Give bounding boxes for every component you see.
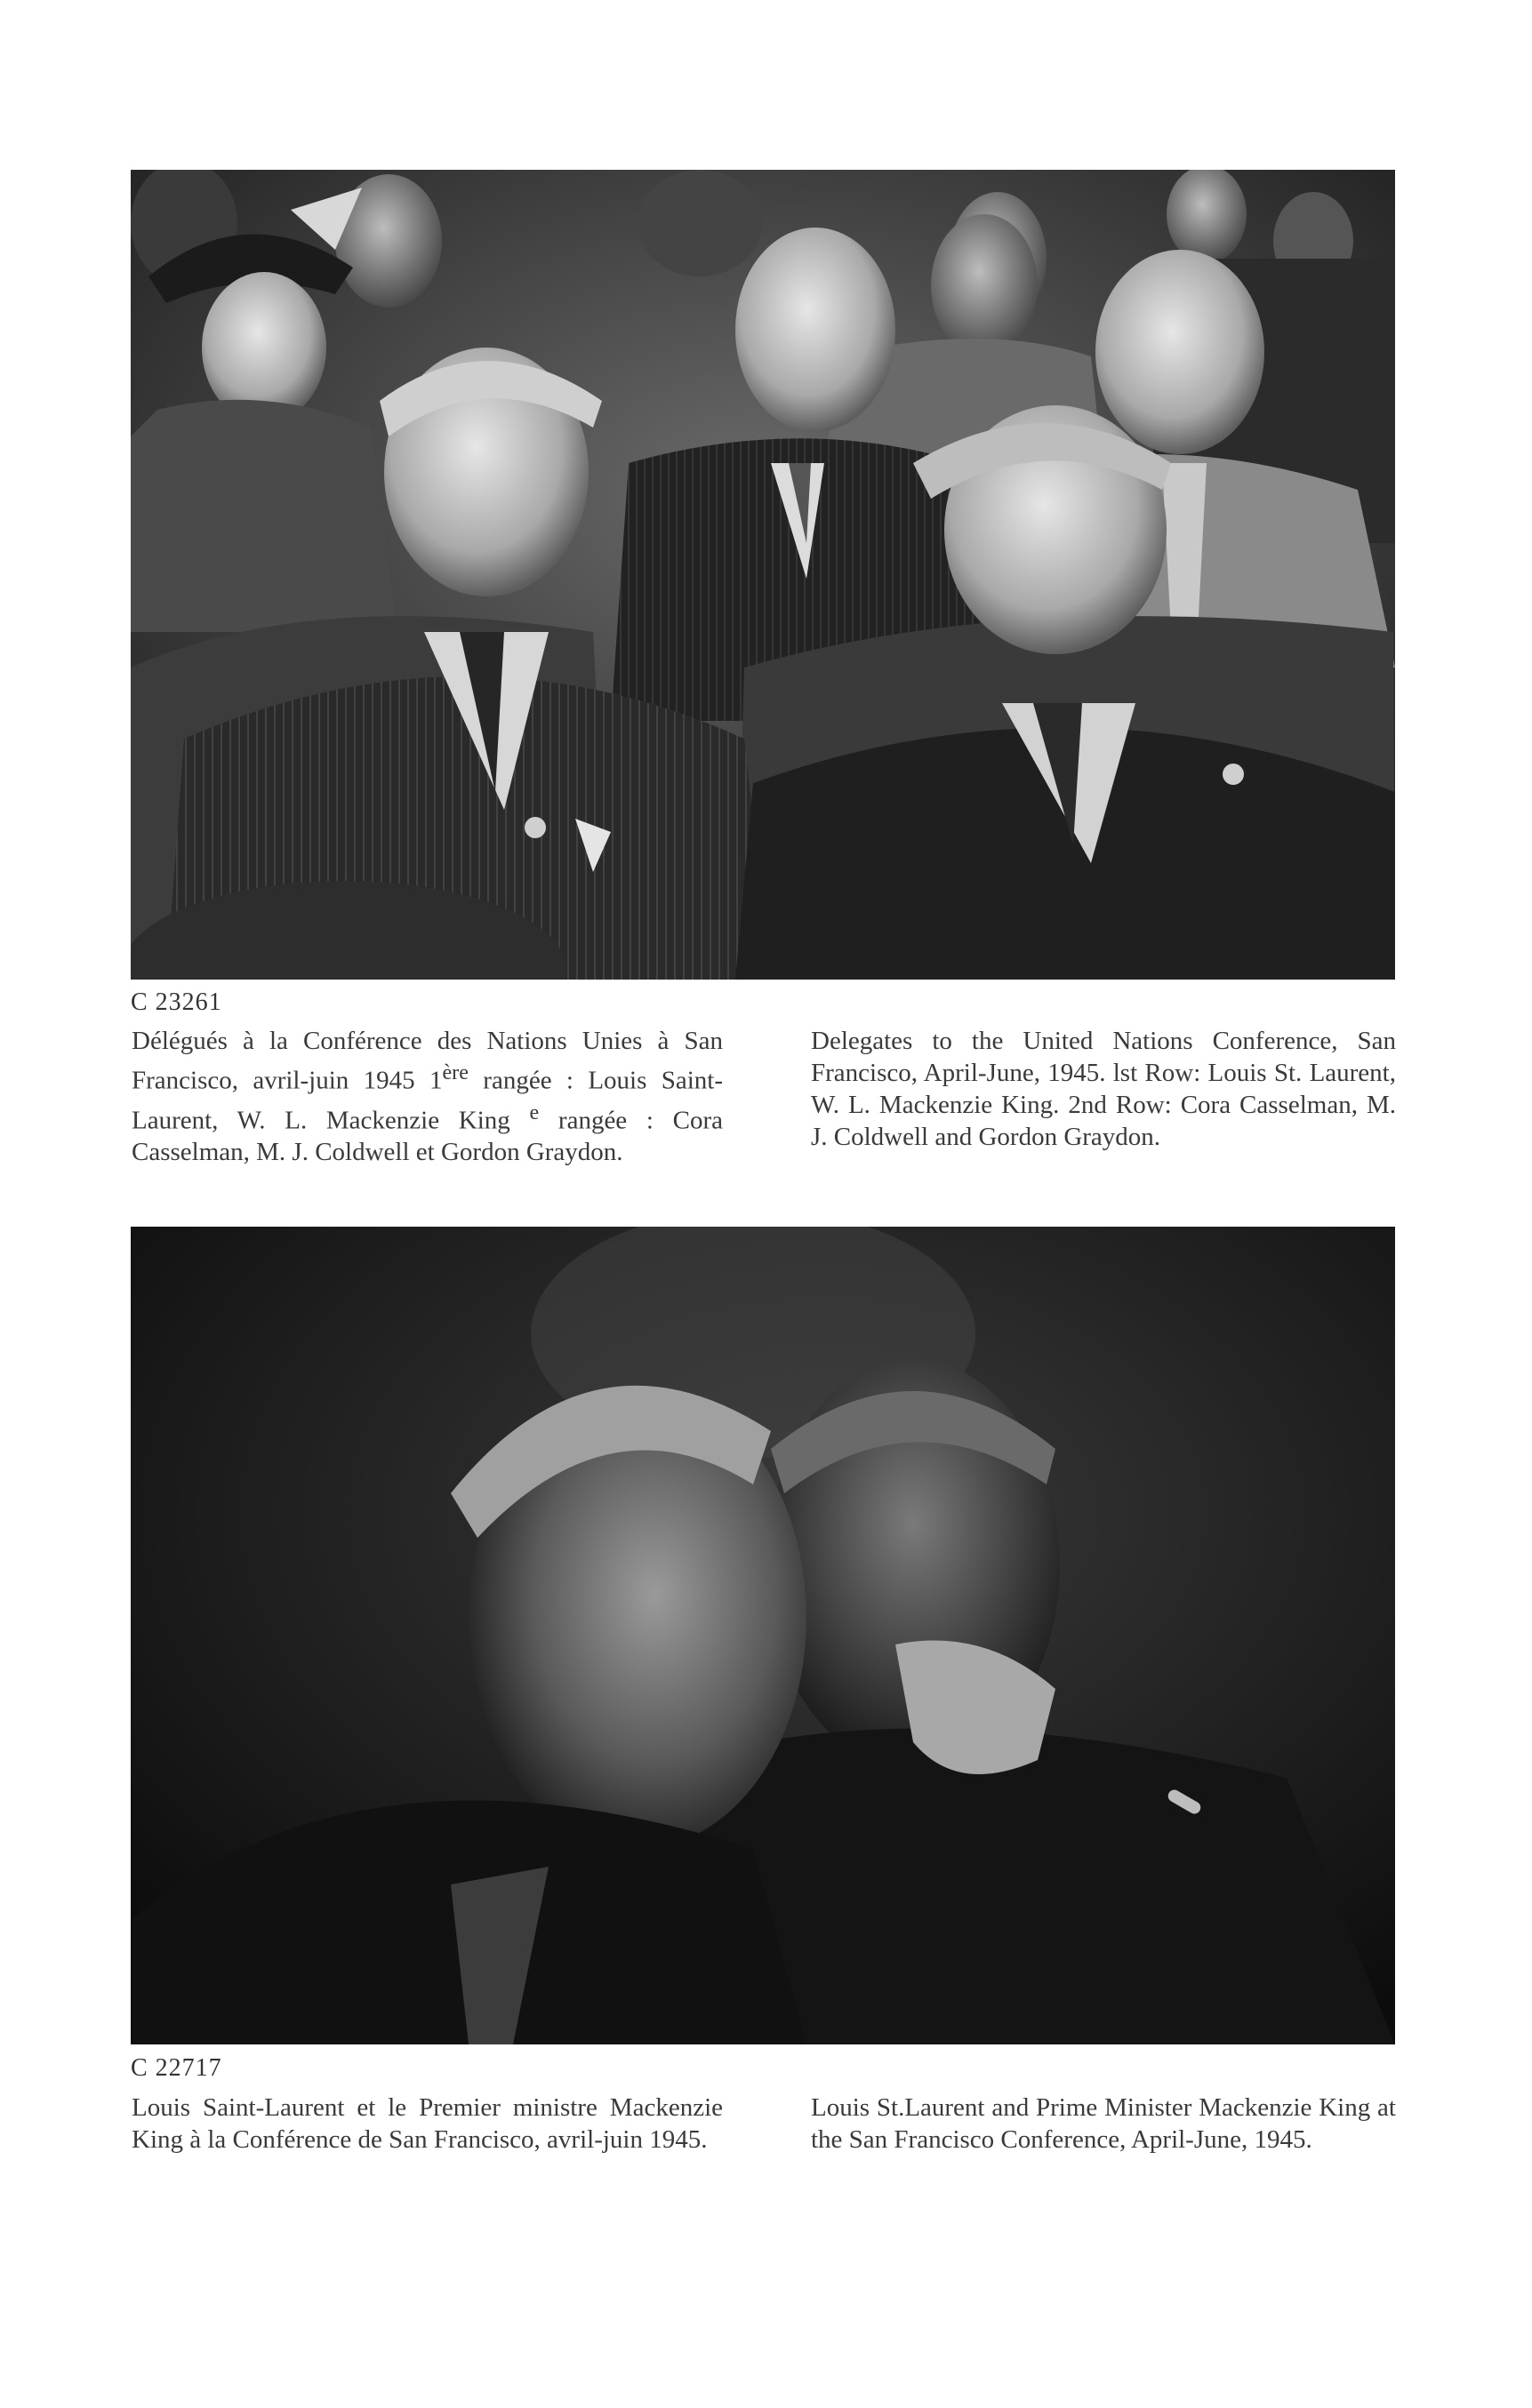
conversation-photo	[131, 1227, 1395, 2044]
caption-french: Délégués à la Conférence des Nations Unies à San Francisco, avril-juin 1945 1ère rangée : Louis Saint-Laurent, W. L. Mackenzie King $^e$ rangée : Cora Casselman, M. J. Coldwell et Gordon Graydon.	[132, 1027, 723, 1167]
conversation-photo-graphic	[131, 1227, 1395, 2044]
photo-credit: C 23261	[131, 988, 222, 1016]
caption-english: Delegates to the United Nations Conference, San Francisco, April-June, 1945. lst Row: Louis St. Laurent, W. L. Mackenzie King. 2nd Row: Cora Casselman, M. J. Coldwell and Gordon Graydon.	[811, 1027, 1396, 1151]
delegates-photo	[131, 170, 1395, 980]
delegates-photo-graphic	[131, 170, 1395, 980]
caption-french: Louis Saint-Laurent et le Premier ministre Mackenzie King à la Conférence de San Francisco, avril-juin 1945.	[132, 2093, 723, 2154]
photo-credit: C 22717	[131, 2054, 222, 2082]
caption-english: Louis St.Laurent and Prime Minister Mackenzie King at the San Francisco Conference, April-June, 1945.	[811, 2093, 1396, 2154]
